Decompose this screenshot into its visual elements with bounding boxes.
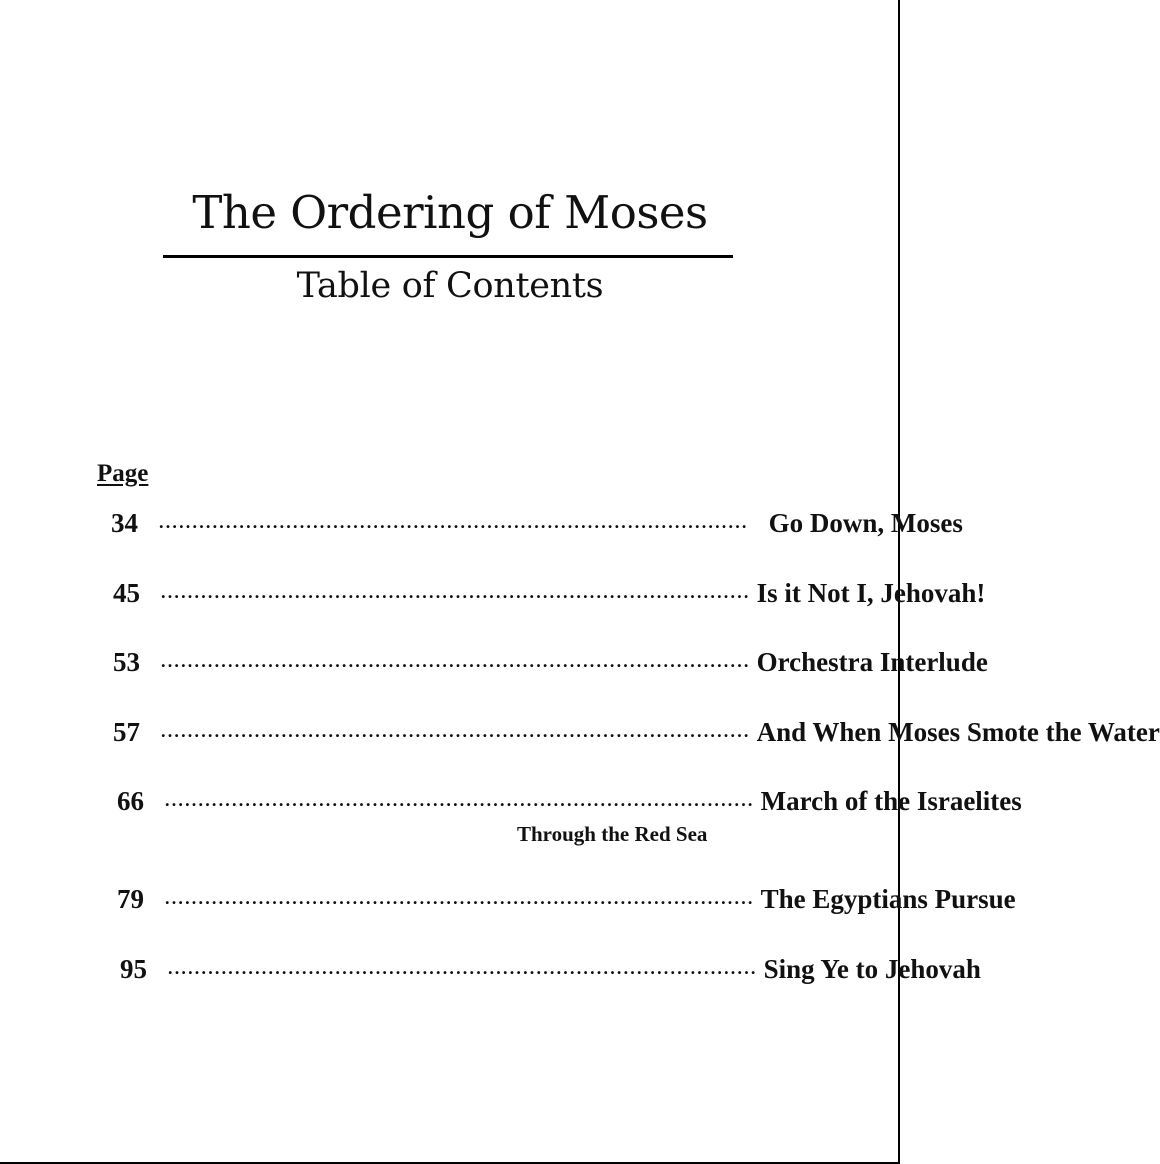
toc-entry[interactable] bbox=[117, 786, 1022, 826]
toc-entry[interactable] bbox=[117, 884, 1016, 924]
toc-page-number: 45 bbox=[113, 578, 140, 608]
toc-entry[interactable] bbox=[113, 647, 988, 687]
dot-leader: ........................................................................................ bbox=[161, 651, 751, 671]
toc-entry[interactable] bbox=[113, 717, 1160, 757]
toc-entry-title: Go Down, Moses bbox=[768, 508, 963, 538]
document-subtitle: Table of Contents bbox=[296, 266, 604, 306]
title-underline bbox=[163, 255, 733, 258]
toc-entry-subtitle: Through the Red Sea bbox=[517, 822, 708, 846]
toc-page-number: 66 bbox=[117, 786, 144, 816]
toc-entry[interactable] bbox=[111, 508, 963, 548]
toc-entry[interactable] bbox=[113, 578, 986, 618]
dot-leader: ........................................................................................ bbox=[165, 888, 755, 908]
dot-leader: ........................................................................................ bbox=[168, 958, 758, 978]
toc-entry-title: March of the Israelites bbox=[760, 786, 1022, 816]
toc-entry-title: Orchestra Interlude bbox=[756, 647, 988, 677]
dot-leader: ........................................................................................ bbox=[161, 721, 751, 741]
toc-entry[interactable] bbox=[120, 954, 981, 994]
dot-leader: ........................................................................................ bbox=[161, 582, 751, 602]
toc-entry-title: Sing Ye to Jehovah bbox=[763, 954, 981, 984]
dot-leader: ........................................................................................ bbox=[159, 512, 749, 532]
toc-page-number: 57 bbox=[113, 717, 140, 747]
toc-page-number: 34 bbox=[111, 508, 138, 538]
dot-leader: ........................................................................................ bbox=[165, 790, 755, 810]
toc-entry-title: The Egyptians Pursue bbox=[760, 884, 1016, 914]
toc-page-number: 79 bbox=[117, 884, 144, 914]
toc-page-number: 95 bbox=[120, 954, 147, 984]
toc-entry-title: And When Moses Smote the Water bbox=[756, 717, 1160, 747]
toc-entry-title: Is it Not I, Jehovah! bbox=[756, 578, 986, 608]
toc-page-number: 53 bbox=[113, 647, 140, 677]
document-title: The Ordering of Moses bbox=[192, 186, 708, 239]
page-column-header: Page bbox=[97, 460, 149, 487]
